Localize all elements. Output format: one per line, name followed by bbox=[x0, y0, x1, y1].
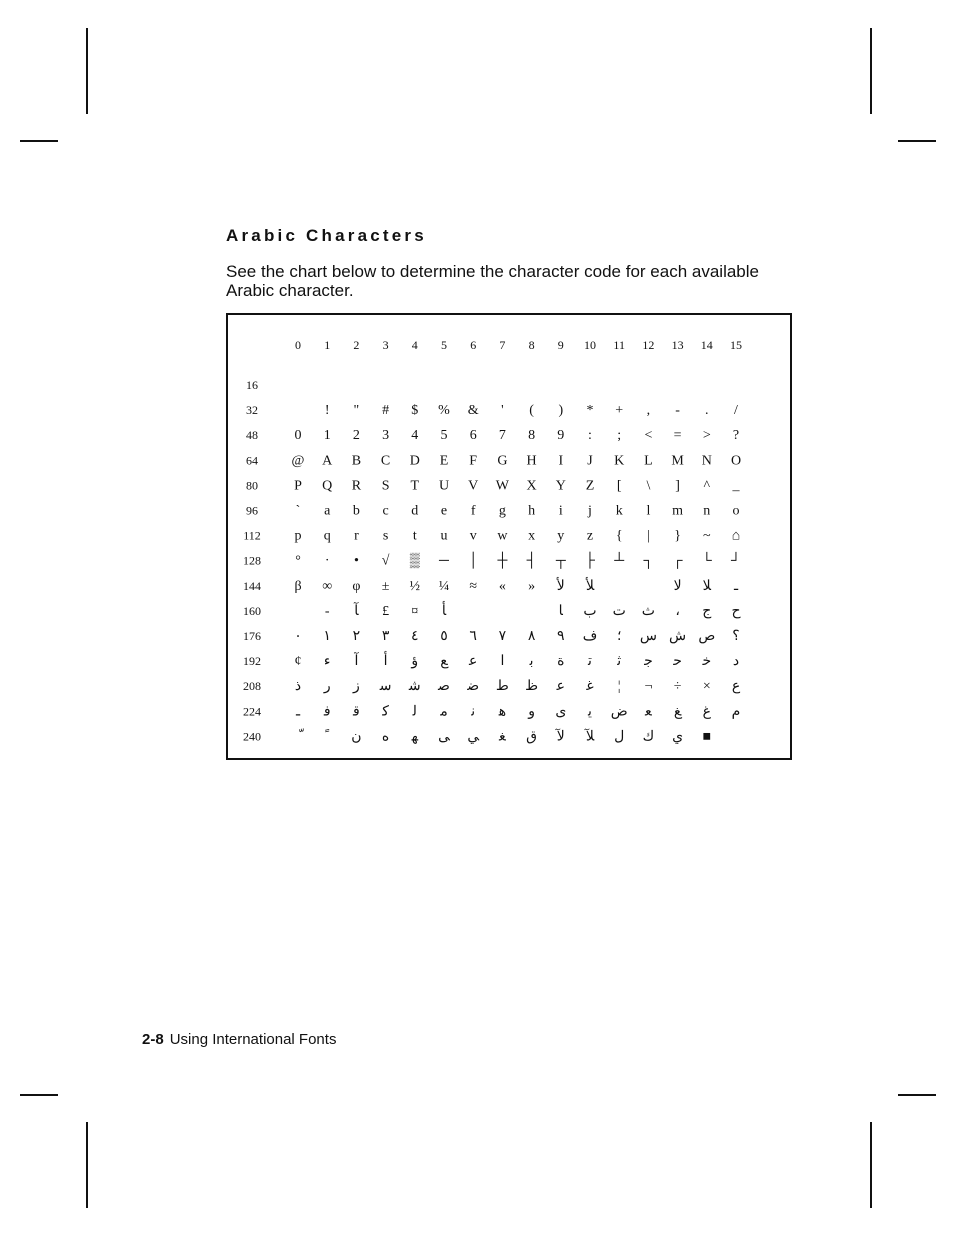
character-cell: \ bbox=[646, 478, 651, 494]
character-cell: M bbox=[671, 453, 684, 469]
row-code-label: 144 bbox=[243, 578, 261, 593]
character-cell: ? bbox=[732, 428, 740, 444]
character-cell: m bbox=[672, 503, 684, 519]
character-cell: v bbox=[469, 528, 477, 544]
character-cell: ﺅ bbox=[411, 654, 419, 670]
character-cell: u bbox=[440, 528, 448, 544]
character-cell: ا bbox=[500, 654, 505, 670]
column-header: 1 bbox=[324, 338, 331, 352]
character-cell: Y bbox=[555, 478, 566, 494]
character-cell: y bbox=[557, 528, 565, 544]
character-cell: > bbox=[702, 428, 711, 444]
character-cell: + bbox=[615, 403, 624, 419]
character-cell: r bbox=[354, 528, 359, 544]
character-cell: ~ bbox=[703, 528, 711, 544]
character-cell: 5 bbox=[440, 428, 448, 444]
character-cell: φ bbox=[352, 578, 361, 594]
character-cell: ر bbox=[323, 679, 331, 695]
character-cell: └ bbox=[701, 553, 712, 569]
character-cell: E bbox=[439, 453, 449, 469]
crop-mark-bottom-left-horizontal bbox=[20, 1094, 58, 1096]
character-cell: B bbox=[351, 453, 362, 469]
character-cell: ذ bbox=[294, 679, 302, 695]
character-cell: ° bbox=[295, 553, 301, 569]
character-cell: $ bbox=[411, 403, 419, 419]
character-cell: ﻙ bbox=[642, 729, 655, 745]
character-cell: G bbox=[497, 453, 508, 469]
character-cell: Q bbox=[322, 478, 333, 494]
character-cell: و bbox=[528, 704, 535, 720]
character-cell: ¬ bbox=[644, 679, 653, 695]
character-cell: ﺙ bbox=[641, 603, 655, 619]
character-cell: ÷ bbox=[673, 679, 682, 695]
crop-mark-top-left-horizontal bbox=[20, 140, 58, 142]
character-cell: N bbox=[701, 453, 712, 469]
character-cell: ﺻ bbox=[438, 679, 450, 695]
character-cell: ` bbox=[295, 503, 301, 519]
character-cell: s bbox=[382, 528, 389, 544]
character-cell: D bbox=[409, 453, 420, 469]
row-code-label: 32 bbox=[246, 403, 258, 418]
character-cell: ﺎ bbox=[558, 603, 563, 619]
character-cell: ﺟ bbox=[644, 654, 653, 670]
character-cell: @ bbox=[291, 453, 305, 469]
character-cell: ± bbox=[381, 578, 390, 594]
column-header: 7 bbox=[499, 338, 506, 352]
character-cell: a bbox=[324, 503, 331, 519]
character-cell: l bbox=[646, 503, 651, 519]
character-cell: ¦ bbox=[617, 679, 621, 695]
column-header: 4 bbox=[411, 338, 418, 352]
character-cell: ┼ bbox=[497, 553, 508, 569]
character-cell: ﻛ bbox=[382, 704, 389, 720]
character-cell: I bbox=[558, 453, 564, 469]
character-cell: 1 bbox=[323, 428, 331, 444]
character-cell: ؛ bbox=[616, 629, 622, 644]
page-number: 2-8 bbox=[142, 1031, 164, 1048]
character-cell: [ bbox=[616, 478, 622, 494]
crop-mark-bottom-right-horizontal bbox=[898, 1094, 936, 1096]
page-footer bbox=[142, 1031, 336, 1048]
character-cell: · bbox=[324, 553, 330, 569]
character-cell: ﺡ bbox=[731, 603, 741, 619]
character-cell: P bbox=[294, 478, 302, 494]
character-cell: ﻍ bbox=[702, 704, 711, 720]
character-cell: ﺂ bbox=[354, 603, 359, 619]
character-cell: # bbox=[382, 403, 390, 419]
character-cell: ¢ bbox=[294, 654, 302, 670]
character-cell: ┤ bbox=[526, 553, 537, 569]
intro-paragraph: See the chart below to determine the character code for each available Arabic character. bbox=[226, 262, 759, 300]
row-code-label: 80 bbox=[246, 478, 258, 493]
character-cell: ﺁ bbox=[354, 654, 359, 670]
character-cell: « bbox=[498, 578, 506, 594]
character-cell: o bbox=[732, 503, 740, 519]
column-header: 2 bbox=[353, 338, 360, 352]
character-cell: X bbox=[526, 478, 537, 494]
character-cell: ﺽ bbox=[610, 704, 628, 720]
character-cell: ٩ bbox=[557, 629, 565, 644]
character-cell: k bbox=[615, 503, 623, 519]
character-cell: ┴ bbox=[614, 553, 625, 569]
character-cell: ┬ bbox=[555, 553, 566, 569]
character-cell: ½ bbox=[409, 578, 421, 594]
character-cell: ﻸ bbox=[585, 578, 595, 594]
character-cell: ﻉ bbox=[731, 679, 741, 695]
character-cell: ^ bbox=[703, 478, 711, 494]
chapter-title: Using International Fonts bbox=[169, 1031, 337, 1048]
character-cell: < bbox=[644, 428, 653, 444]
character-cell: ﻝ bbox=[614, 729, 625, 745]
character-cell: ﻫ bbox=[498, 704, 507, 720]
character-cell: ¼ bbox=[438, 578, 450, 594]
column-header: 11 bbox=[613, 338, 625, 352]
row-code-label: 160 bbox=[243, 603, 261, 618]
character-cell: C bbox=[380, 453, 391, 469]
character-cell: Z bbox=[585, 478, 595, 494]
character-cell: ﻼ bbox=[702, 578, 711, 594]
character-cell: ـ bbox=[733, 578, 739, 594]
character-cell: √ bbox=[381, 553, 390, 569]
character-cell: 6 bbox=[469, 428, 477, 444]
character-cell: ﻻ bbox=[673, 578, 682, 594]
character-cell: : bbox=[588, 428, 592, 444]
character-cell: K bbox=[614, 453, 625, 469]
character-cell: ، bbox=[675, 603, 680, 619]
character-cell: ٧ bbox=[498, 629, 507, 644]
character-cell: ط bbox=[495, 679, 509, 695]
character-chart-svg bbox=[228, 315, 790, 758]
character-cell: L bbox=[644, 453, 653, 469]
character-cell: * bbox=[586, 403, 594, 419]
character-cell: ┌ bbox=[672, 553, 683, 569]
crop-mark-top-right-horizontal bbox=[898, 140, 936, 142]
character-cell: j bbox=[588, 503, 592, 519]
character-cell: £ bbox=[382, 603, 390, 619]
row-code-label: 112 bbox=[243, 528, 261, 543]
character-cell: ﺀ bbox=[323, 654, 331, 670]
character-cell: ﺓ bbox=[557, 654, 565, 670]
character-cell: ؟ bbox=[732, 629, 740, 644]
character-cell: O bbox=[730, 453, 742, 469]
character-cell: e bbox=[440, 503, 448, 519]
character-cell: W bbox=[495, 478, 510, 494]
crop-mark-bottom-left-vertical bbox=[86, 1122, 88, 1208]
character-cell: ' bbox=[501, 403, 504, 419]
column-header: 0 bbox=[295, 338, 301, 352]
character-cell: ٠ bbox=[294, 629, 302, 644]
character-cell: ﺱ bbox=[639, 629, 657, 644]
character-cell bbox=[299, 727, 304, 732]
row-code-label: 176 bbox=[243, 629, 261, 643]
column-header: 12 bbox=[642, 338, 655, 352]
character-cell: ﻟ bbox=[412, 704, 417, 720]
character-cell: c bbox=[382, 503, 389, 519]
character-cell: ﺷ bbox=[408, 679, 421, 695]
character-cell: ﻲ bbox=[467, 729, 480, 745]
character-cell: ١ bbox=[323, 629, 331, 644]
character-cell: R bbox=[351, 478, 362, 494]
row-code-label: 96 bbox=[246, 503, 258, 518]
character-cell: ﻋ bbox=[556, 679, 565, 695]
character-cell: V bbox=[468, 478, 479, 494]
character-cell: ﻏ bbox=[586, 679, 594, 695]
character-cell: p bbox=[294, 528, 302, 544]
character-cell: ﻐ bbox=[499, 729, 506, 745]
character-cell: x bbox=[528, 528, 536, 544]
character-cell: ├ bbox=[585, 553, 595, 569]
character-cell: ﻵ bbox=[556, 729, 565, 745]
character-cell: g bbox=[498, 503, 506, 519]
character-cell: ـ bbox=[295, 704, 301, 720]
character-cell: ﺕ bbox=[612, 603, 626, 619]
character-cell: ﻓ bbox=[323, 704, 331, 720]
column-header: 15 bbox=[730, 338, 742, 352]
character-cell: q bbox=[323, 528, 331, 544]
character-cell: = bbox=[673, 428, 682, 444]
character-cell: ¤ bbox=[411, 603, 419, 619]
character-cell: ﻑ bbox=[582, 629, 598, 644]
character-cell: ( bbox=[529, 403, 534, 419]
character-cell: ﻰ bbox=[438, 729, 450, 745]
character-cell: ﺃ bbox=[383, 654, 388, 670]
crop-mark-bottom-right-vertical bbox=[870, 1122, 872, 1208]
character-cell: ﺏ bbox=[583, 603, 597, 619]
character-cell: ─ bbox=[439, 553, 449, 569]
character-cell: ∞ bbox=[322, 578, 333, 594]
character-cell: ﺑ bbox=[529, 654, 534, 670]
character-cell: 7 bbox=[498, 428, 506, 444]
character-cell: F bbox=[469, 453, 478, 469]
character-cell: ┘ bbox=[731, 553, 741, 569]
character-cell: ⌂ bbox=[731, 528, 741, 544]
row-code-label: 48 bbox=[246, 428, 258, 443]
character-cell: ﻗ bbox=[353, 704, 360, 720]
row-code-label: 208 bbox=[243, 679, 261, 694]
character-cell: ﺝ bbox=[702, 603, 712, 619]
character-cell: 4 bbox=[411, 428, 419, 444]
character-cell: ﺄ bbox=[441, 603, 447, 619]
character-cell: ﺣ bbox=[673, 654, 682, 670]
character-cell: ٢ bbox=[352, 629, 361, 644]
character-cell: . bbox=[705, 403, 709, 419]
character-cell: h bbox=[528, 503, 536, 519]
column-header: 3 bbox=[382, 338, 389, 352]
character-cell: 0 bbox=[294, 428, 302, 444]
character-cell: ٨ bbox=[527, 629, 536, 644]
character-cell: | bbox=[646, 528, 650, 544]
character-cell: ﻷ bbox=[556, 578, 565, 594]
column-header: 9 bbox=[557, 338, 564, 352]
character-cell: │ bbox=[468, 553, 479, 569]
character-cell: ﺗ bbox=[588, 654, 592, 670]
character-cell: ٦ bbox=[469, 629, 477, 644]
character-cell: i bbox=[558, 503, 563, 519]
row-code-label: 192 bbox=[243, 654, 261, 669]
character-cell: ﻥ bbox=[351, 729, 362, 745]
character-cell: 3 bbox=[382, 428, 390, 444]
crop-mark-top-left-vertical bbox=[86, 28, 88, 114]
character-code-chart bbox=[226, 313, 792, 760]
character-cell: ى bbox=[555, 704, 567, 720]
character-cell: ﺛ bbox=[617, 654, 622, 670]
character-cell: ﹰ bbox=[325, 729, 330, 745]
character-cell: ┐ bbox=[643, 553, 654, 569]
character-cell: β bbox=[294, 578, 302, 594]
character-cell: ٣ bbox=[381, 629, 390, 644]
character-cell: J bbox=[587, 453, 593, 469]
crop-mark-top-right-vertical bbox=[870, 28, 872, 114]
character-cell: T bbox=[410, 478, 420, 494]
row-code-label: 224 bbox=[243, 704, 261, 719]
column-header: 13 bbox=[671, 338, 684, 352]
character-cell: U bbox=[438, 478, 450, 494]
character-cell: ﻱ bbox=[672, 729, 684, 745]
character-cell: n bbox=[703, 503, 711, 519]
character-cell: ٥ bbox=[440, 629, 448, 644]
character-cell: • bbox=[353, 553, 359, 569]
character-cell: ﻋ bbox=[469, 654, 478, 670]
character-cell: ٤ bbox=[411, 629, 419, 644]
character-cell: 8 bbox=[528, 428, 536, 444]
character-cell: w bbox=[497, 528, 508, 544]
character-cell: ) bbox=[558, 403, 564, 419]
character-cell: S bbox=[381, 478, 390, 494]
character-cell: d bbox=[411, 503, 419, 519]
character-cell: { bbox=[615, 528, 623, 544]
character-cell: ﻕ bbox=[526, 729, 538, 745]
character-cell: ﺧ bbox=[702, 654, 712, 670]
character-cell: / bbox=[734, 403, 738, 419]
column-header: 6 bbox=[470, 338, 477, 352]
character-cell: ﺳ bbox=[379, 679, 392, 695]
character-cell: ▒ bbox=[409, 553, 420, 569]
character-cell: " bbox=[353, 403, 360, 419]
character-cell: د bbox=[732, 654, 740, 670]
character-cell: f bbox=[470, 503, 476, 519]
character-cell: } bbox=[674, 528, 681, 544]
character-cell: _ bbox=[732, 478, 740, 494]
character-cell: ﻊ bbox=[440, 654, 448, 670]
character-cell: 9 bbox=[557, 428, 565, 444]
character-cell: ﺹ bbox=[698, 629, 716, 644]
character-cell: H bbox=[526, 453, 537, 469]
character-cell: ﻩ bbox=[381, 729, 390, 745]
character-cell: ظ bbox=[525, 679, 539, 695]
column-header: 14 bbox=[700, 338, 713, 352]
character-cell: ﻌ bbox=[645, 704, 652, 720]
character-cell: ﻬ bbox=[411, 729, 419, 745]
row-code-label: 240 bbox=[243, 729, 261, 744]
character-cell: ﺵ bbox=[669, 629, 687, 644]
row-code-label: 16 bbox=[246, 378, 258, 392]
character-cell: b bbox=[352, 503, 360, 519]
character-cell: z bbox=[586, 528, 594, 544]
character-cell: ﻡ bbox=[731, 704, 741, 720]
character-cell: ■ bbox=[702, 729, 712, 745]
character-cell: 2 bbox=[352, 428, 360, 444]
section-title: Arabic Characters bbox=[226, 226, 427, 245]
character-cell: - bbox=[324, 603, 330, 619]
character-cell: ! bbox=[324, 403, 330, 419]
column-header: 8 bbox=[528, 338, 535, 352]
character-cell: ﺿ bbox=[467, 679, 480, 695]
character-cell: ﻣ bbox=[440, 704, 448, 720]
character-cell: ] bbox=[675, 478, 680, 494]
character-cell: t bbox=[412, 528, 417, 544]
character-cell: % bbox=[438, 403, 450, 419]
character-cell: ≈ bbox=[469, 578, 478, 594]
row-code-label: 64 bbox=[246, 453, 258, 468]
character-cell: ; bbox=[617, 428, 622, 444]
character-cell: & bbox=[467, 403, 479, 419]
row-code-label: 128 bbox=[243, 553, 261, 568]
character-cell: × bbox=[702, 679, 711, 695]
character-cell: - bbox=[675, 403, 680, 419]
column-header: 5 bbox=[441, 338, 447, 352]
character-cell: ﻳ bbox=[588, 704, 592, 720]
character-cell: ﻎ bbox=[673, 704, 682, 720]
character-cell: ز bbox=[353, 679, 360, 695]
character-cell: » bbox=[528, 578, 536, 594]
character-cell: ﻧ bbox=[471, 704, 476, 720]
character-cell: , bbox=[646, 403, 651, 419]
column-header: 10 bbox=[584, 338, 596, 352]
character-cell: A bbox=[322, 453, 333, 469]
character-cell: ﻶ bbox=[585, 729, 595, 745]
